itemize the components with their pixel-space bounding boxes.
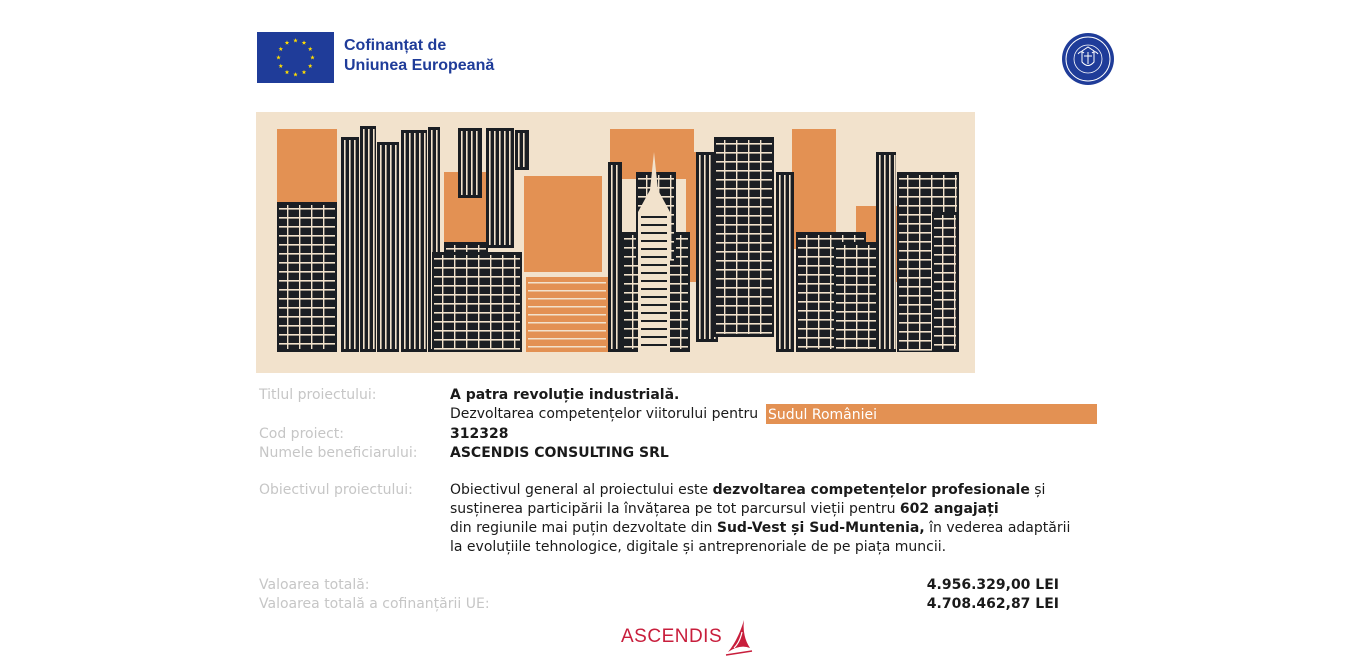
objective-line2: susținerea participării la învățarea pe tot parcursul vieții pentru 602 angajați xyxy=(450,501,999,517)
objective-line3: din regiunile mai puțin dezvoltate din Sud-Vest și Sud-Muntenia, în vederea adaptării xyxy=(450,520,1071,536)
ascendis-logo xyxy=(621,618,754,656)
total-value-label: Valoarea totală: xyxy=(259,577,370,593)
eu-text-line2: Uniunea Europeană xyxy=(344,57,495,74)
project-code-value: 312328 xyxy=(450,426,509,442)
objective-text xyxy=(450,481,1070,557)
region-highlight xyxy=(766,404,1097,424)
objective-line1: Obiectivul general al proiectului este dezvoltarea competențelor profesionale și xyxy=(450,482,1046,498)
objective-label: Obiectivul proiectului: xyxy=(259,482,413,498)
beneficiary-value: ASCENDIS CONSULTING SRL xyxy=(450,445,669,461)
project-code-label: Cod proiect: xyxy=(259,426,344,442)
eu-cofinance-value-label: Valoarea totală a cofinanțării UE: xyxy=(259,596,490,612)
region-highlight-text: Sudul României xyxy=(768,407,878,423)
beneficiary-label: Numele beneficiarului: xyxy=(259,445,418,461)
project-title-label: Titlul proiectului: xyxy=(259,387,377,403)
project-title-line2: Dezvoltarea competențelor viitorului pentru xyxy=(450,406,759,422)
government-seal-icon xyxy=(1061,32,1115,86)
total-value-amount: 4.956.329,00 LEI xyxy=(926,577,1059,593)
project-title-line1: A patra revoluție industrială. xyxy=(450,387,680,403)
ascendis-sail-icon xyxy=(724,618,754,656)
objective-line4: la evoluțiile tehnologice, digitale și antreprenoriale de pe piața muncii. xyxy=(450,539,947,555)
eu-cofinance-value-amount: 4.708.462,87 LEI xyxy=(926,596,1059,612)
eu-cofinance-text xyxy=(344,36,494,76)
city-skyline-illustration xyxy=(256,112,975,373)
eu-flag-icon xyxy=(257,32,334,83)
ascendis-logo-text: ASCENDIS xyxy=(621,626,723,647)
eu-text-line1: Cofinanțat de xyxy=(344,37,447,54)
